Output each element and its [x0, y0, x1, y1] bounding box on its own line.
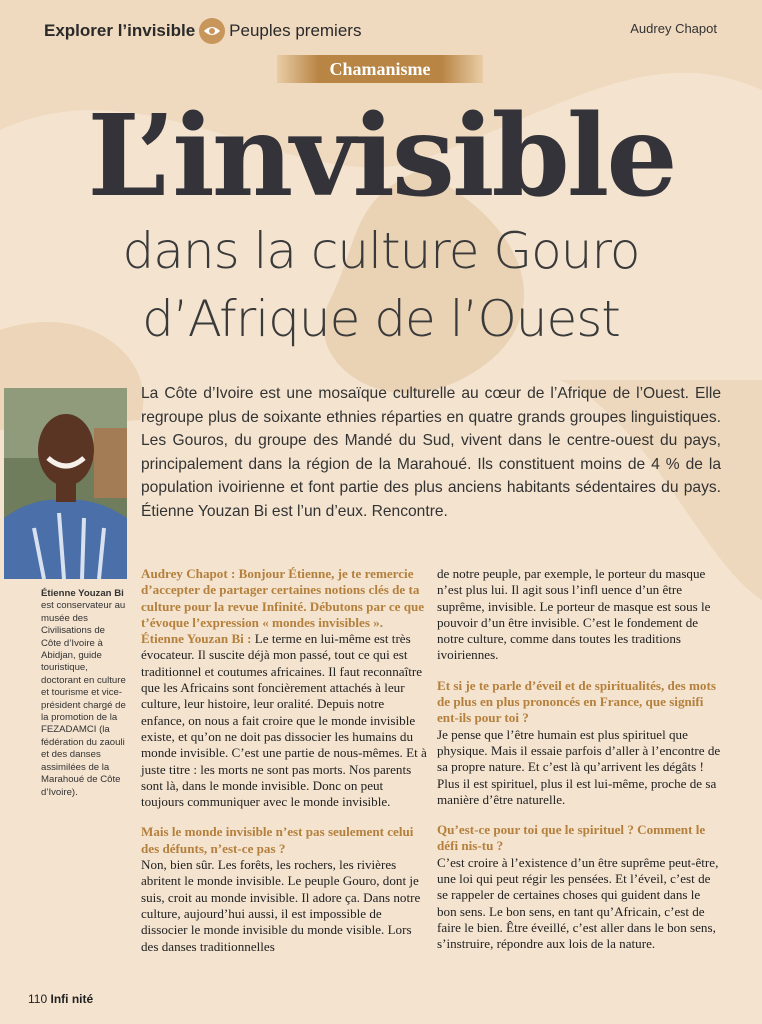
- answer-2: Non, bien sûr. Les forêts, les rochers, les rivières abritent le monde invisible. Le peuple Gouro, dont je suis, croit au monde invisible. Il adore ça. Dans notre culture, aujourd’hui aussi, il est impossible de dissocier le monde invisible du monde visible. Lors des danses traditionnelles: [141, 857, 421, 954]
- portrait-photo: [4, 388, 127, 579]
- question-3: Et si je te parle d’éveil et de spiritualités, des mots de plus en plus prononcés en France, que signifi ent-ils pour toi ?: [437, 677, 716, 726]
- question-2: Mais le monde invisible n’est pas seulement celui des défunts, n’est-ce pas ?: [141, 824, 414, 856]
- category-banner: Chamanisme: [277, 55, 483, 83]
- page-footer: [28, 992, 93, 1006]
- answer-4: C’est croire à l’existence d’un être suprême peut-être, une loi qui peut régir les pensées. Et l’éveil, c’est de se rappeler de certaines choses qui guident dans le bon sens. Le bon sens, en tant qu’Africain, c’est de faire le bien. Être éveillé, c’est aller dans le bon sens, s’instruire, répondre aux lois de la nature.: [437, 854, 719, 952]
- caption-name: Étienne Youzan Bi: [41, 588, 124, 599]
- answer-2-continued: de notre peuple, par exemple, le porteur du masque n’est plus lui. Il agit sous l’infl uence d’un être suprême, invisible. Le porteur de masque est sous le pouvoir d’un être invisible. C’est le fondement de notre culture, comme dans toutes les traditions ivoiriennes.: [437, 566, 711, 663]
- article-column-1: [141, 566, 427, 955]
- photo-caption: [41, 588, 127, 799]
- section-header: [44, 18, 361, 44]
- page-number: 110: [28, 992, 48, 1006]
- subtitle-line-1: dans la culture Gouro: [122, 222, 640, 280]
- article-column-2: [437, 566, 721, 953]
- answer-3: Je pense que l’être humain est plus spirituel que physique. Mais il essaie parfois d’aller à l’encontre de sa propre nature. Et c’est là qu’arrivent les dégâts ! Plus il est spirituel, plus il est lui-même, proche de sa manière d’être naturelle.: [437, 726, 721, 807]
- author-name: Audrey Chapot: [630, 21, 717, 36]
- answer-1: [141, 631, 427, 810]
- magazine-name: Infi nité: [50, 992, 94, 1006]
- caption-text: est conservateur au musée des Civilisations de Côte d’Ivoire à Abidjan, guide touristique, doctorant en culture et tourisme et vice-président chargé de la promotion de la FEZADAMCI (la fédération du zaouli et des danses assimilées de la Marahoué de Côte d’Ivoire).: [41, 600, 126, 798]
- answer-1-text: Le terme en lui-même est très évocateur. Il suscite déjà mon passé, tout ce qui est traditionnel et coutumes africaines. Il faut reconnaître que les Africains sont foncièrement attachés à leur culture, leur histoire, leur oralité. Depuis notre enfance, on nous a fait croire que le monde invisible existe, et qu’on ne doit pas dissocier les humains du monde invisible. C’est une partie de nous-mêmes. Et à juste titre : les morts ne sont pas morts. Nos parents sont là, dans le monde invisible. Donc on peut toujours communiquer avec le monde invisible.: [141, 631, 427, 810]
- intro-paragraph: La Côte d’Ivoire est une mosaïque culturelle au cœur de l’Afrique de l’Ouest. Elle regroupe plus de soixante ethnies réparties en quatre grands groupes linguistiques. Les Gouros, du groupe des Mandé du Sud, vivent dans le centre-ouest du pays, principalement dans la région de la Marahoué. Ils constituent moins de 4 % de la population ivoirienne et font partie des plus anciens habitants sédentaires du pays. Étienne Youzan Bi est l’un d’eux. Rencontre.: [141, 385, 721, 520]
- main-title: L’invisible: [87, 91, 675, 222]
- rubric-label: Peuples premiers: [229, 21, 362, 40]
- section-label: Explorer l’invisible: [44, 21, 196, 40]
- subtitle-line-2: d’Afrique de l’Ouest: [142, 290, 620, 348]
- answer-1-speaker: Étienne Youzan Bi :: [141, 631, 252, 647]
- question-4: Qu’est-ce pour toi que le spirituel ? Comment le défi nis-tu ?: [437, 822, 706, 854]
- eye-logo-icon: [199, 18, 225, 44]
- question-1: Audrey Chapot : Bonjour Étienne, je te remercie d’accepter de partager certaines notions clés de ta culture pour la revue Infinité. Débutons par ce que t’évoque l’expression « mondes invisibles ».: [141, 566, 425, 630]
